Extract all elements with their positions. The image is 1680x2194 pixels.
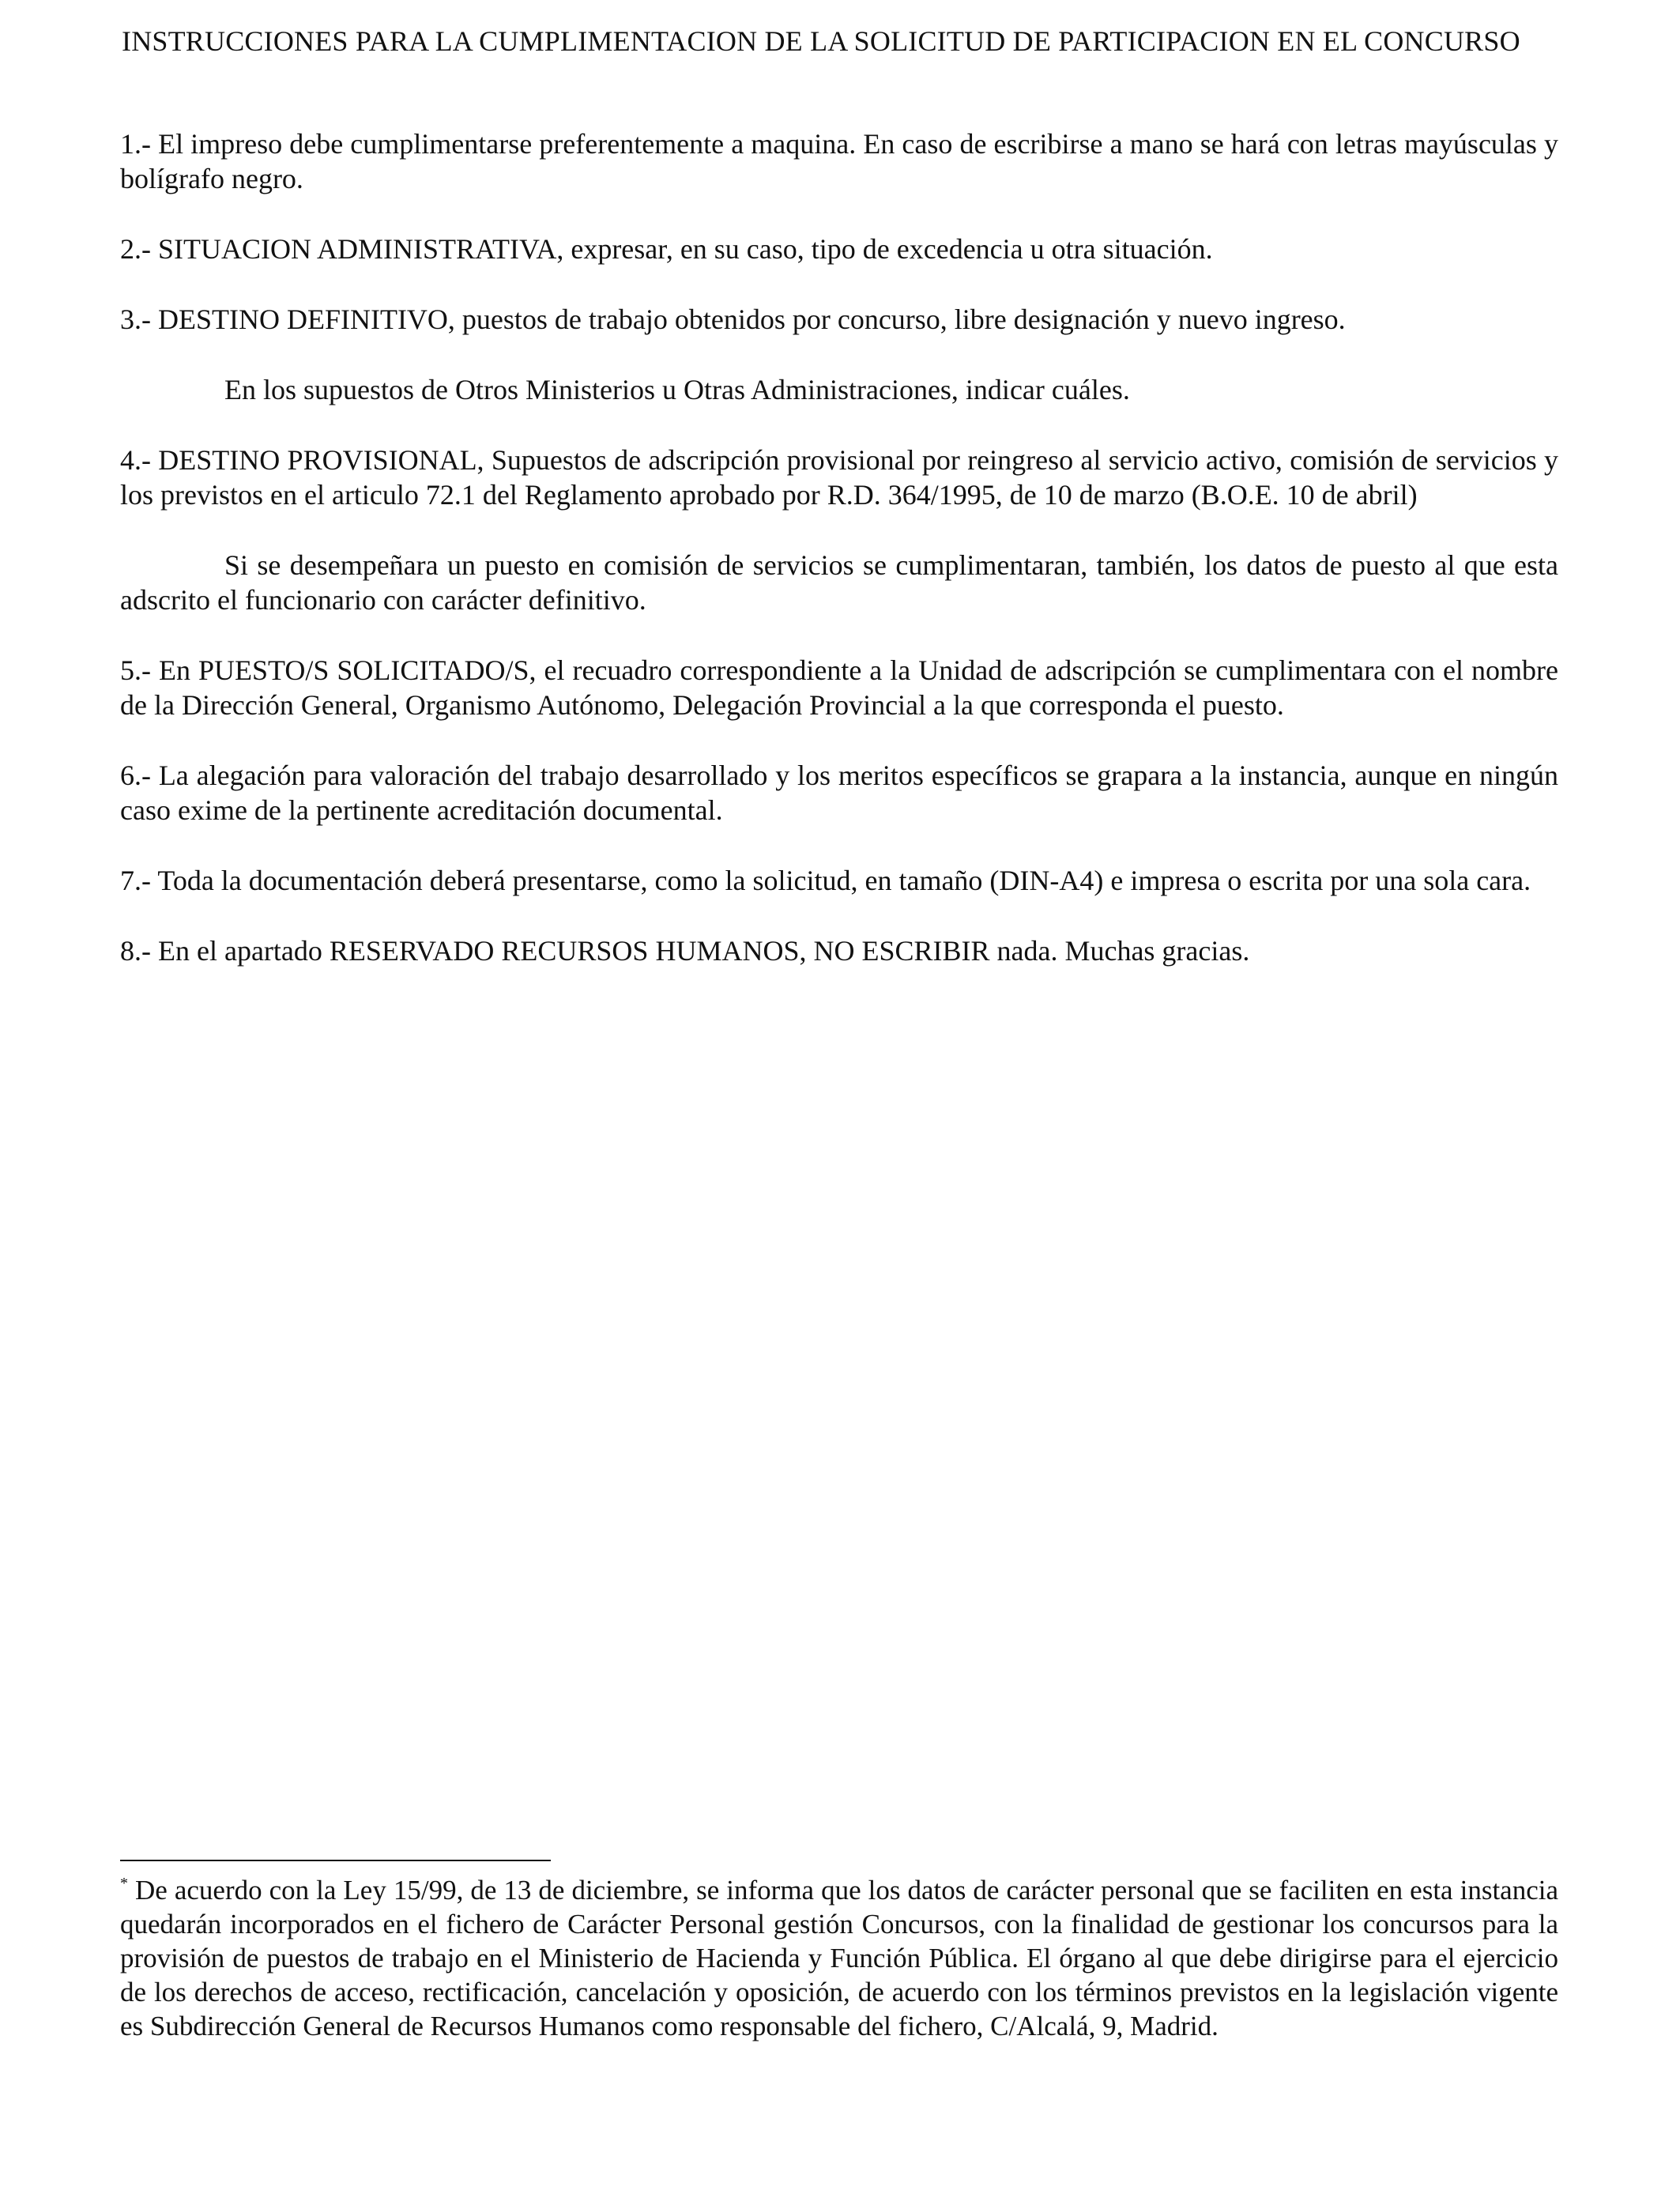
footnote-divider [120,1860,551,1861]
instruction-2: 2.- SITUACION ADMINISTRATIVA, expresar, en su caso, tipo de excedencia u otra situación. [120,233,1213,265]
instruction-5: 5.- En PUESTO/S SOLICITADO/S, el recuadro correspondiente a la Unidad de adscripción se cumplimentara con el nombre de la Dirección General, Organismo Autónomo, Delegación Provincial a la que corresponda el puesto. [120,654,1558,721]
page-title: INSTRUCCIONES PARA LA CUMPLIMENTACION DE LA SOLICITUD DE PARTICIPACION EN EL CONCURSO [122,25,1520,57]
instructions-list [120,126,1558,1004]
footnote-text: De acuerdo con la Ley 15/99, de 13 de diciembre, se informa que los datos de carácter personal que se faciliten en esta instancia quedarán incorporados en el fichero de Carácter Personal gestión Concursos, con la finalidad de gestionar los concursos para la provisión de puestos de trabajo en el Ministerio de Hacienda y Función Pública. El órgano al que debe dirigirse para el ejercicio de los derechos de acceso, rectificación, cancelación y oposición, de acuerdo con los términos previstos en la legislación vigente es Subdirección General de Recursos Humanos como responsable del fichero, C/Alcalá, 9, Madrid. [120,1875,1558,2041]
instruction-6: 6.- La alegación para valoración del trabajo desarrollado y los meritos específicos se grapara a la instancia, aunque en ningún caso exime de la pertinente acreditación documental. [120,760,1558,826]
footnote [120,1873,1558,2043]
instruction-4-note: Si se desempeñara un puesto en comisión de servicios se cumplimentaran, también, los datos de puesto al que esta adscrito el funcionario con carácter definitivo. [120,549,1558,616]
instruction-4: 4.- DESTINO PROVISIONAL, Supuestos de adscripción provisional por reingreso al servicio activo, comisión de servicios y los previstos en el articulo 72.1 del Reglamento aprobado por R.D. 364/1995, de 10 de marzo (B.O.E. 10 de abril) [120,444,1558,511]
instruction-7: 7.- Toda la documentación deberá presentarse, como la solicitud, en tamaño (DIN-A4) e impresa o escrita por una sola cara. [120,865,1531,896]
instruction-3: 3.- DESTINO DEFINITIVO, puestos de trabajo obtenidos por concurso, libre designación y nuevo ingreso. [120,303,1346,335]
footnote-mark: * [120,1875,128,1892]
instruction-8: 8.- En el apartado RESERVADO RECURSOS HUMANOS, NO ESCRIBIR nada. Muchas gracias. [120,935,1250,967]
instruction-1: 1.- El impreso debe cumplimentarse preferentemente a maquina. En caso de escribirse a mano se hará con letras mayúsculas y bolígrafo negro. [120,128,1558,194]
instruction-3-note: En los supuestos de Otros Ministerios u Otras Administraciones, indicar cuáles. [224,374,1130,405]
